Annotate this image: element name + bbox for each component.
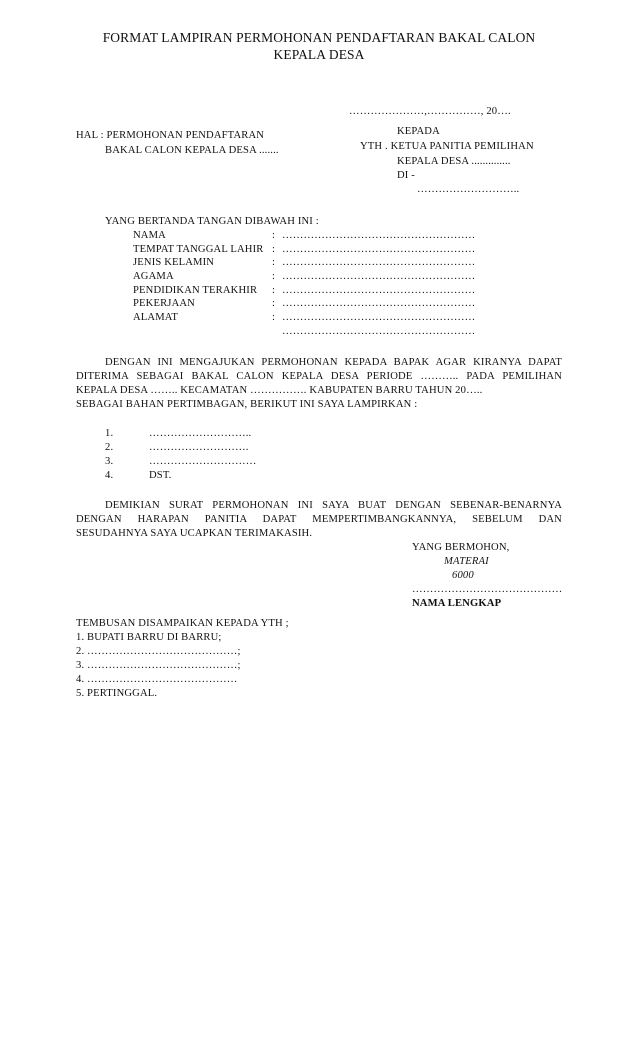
hal-subject-line2: BAKAL CALON KEPALA DESA .......	[105, 145, 279, 156]
date-line: …………………,……………, 20….	[349, 106, 511, 117]
field-value: ………………………………………………	[282, 285, 476, 296]
attachment-text: …………………………	[149, 456, 257, 467]
tembusan-item: 1. BUPATI BARRU DI BARRU;	[76, 632, 222, 643]
signature-materai: MATERAI	[444, 556, 489, 567]
intro-statement: YANG BERTANDA TANGAN DIBAWAH INI :	[105, 216, 319, 227]
tembusan-item: 3. ……………………………………;	[76, 660, 241, 671]
field-value: ………………………………………………	[282, 271, 476, 282]
recipient-di: DI -	[397, 170, 415, 181]
signature-line: ……………………………………	[412, 584, 563, 595]
signature-materai-value: 6000	[452, 570, 474, 581]
field-value: ………………………………………………	[282, 298, 476, 309]
attachment-text: ………………………..	[149, 428, 252, 439]
recipient-place: ………………………..	[417, 184, 520, 195]
field-value: ………………………………………………	[282, 230, 476, 241]
attachment-number: 1.	[105, 428, 114, 439]
field-separator: :	[272, 312, 276, 323]
attachment-number: 4.	[105, 470, 114, 481]
paragraph1-line1: DENGAN INI MENGAJUKAN PERMOHONAN KEPADA BAPAK AGAR KIRANYA DAPAT	[105, 357, 562, 368]
field-label: JENIS KELAMIN	[133, 257, 215, 268]
field-label: NAMA	[133, 230, 166, 241]
field-value: ………………………………………………	[282, 244, 476, 255]
field-label: AGAMA	[133, 271, 174, 282]
tembusan-item: 5. PERTINGGAL.	[76, 688, 158, 699]
field-label: PEKERJAAN	[133, 298, 195, 309]
paragraph2-line3: SESUDAHNYA SAYA UCAPKAN TERIMAKASIH.	[76, 528, 313, 539]
field-separator: :	[272, 230, 276, 241]
hal-subject: HAL : PERMOHONAN PENDAFTARAN	[76, 130, 265, 141]
recipient-yth: YTH . KETUA PANITIA PEMILIHAN	[360, 141, 534, 152]
field-separator: :	[272, 257, 276, 268]
field-value: ………………………………………………	[282, 257, 476, 268]
field-separator: :	[272, 298, 276, 309]
tembusan-item: 4. ……………………………………	[76, 674, 238, 685]
paragraph1-line2: DITERIMA SEBAGAI BAKAL CALON KEPALA DESA PERIODE ……….. PADA PEMILIHAN	[76, 371, 562, 382]
signature-full-name: NAMA LENGKAP	[412, 598, 502, 609]
field-separator: :	[272, 244, 276, 255]
field-separator: :	[272, 285, 276, 296]
field-separator: :	[272, 271, 276, 282]
attachment-text: ……………………….	[149, 442, 249, 453]
paragraph2-line1: DEMIKIAN SURAT PERMOHONAN INI SAYA BUAT DENGAN SEBENAR-BENARNYA	[105, 500, 562, 511]
tembusan-item: 2. ……………………………………;	[76, 646, 241, 657]
document-title-line2: KEPALA DESA	[273, 47, 365, 62]
tembusan-header: TEMBUSAN DISAMPAIKAN KEPADA YTH ;	[76, 618, 289, 629]
paragraph1-line3: KEPALA DESA …….. KECAMATAN ……………. KABUPATEN BARRU TAHUN 20…..	[76, 385, 483, 396]
recipient-kepada: KEPADA	[397, 126, 440, 137]
paragraph2-line2: DENGAN HARAPAN PANITIA DAPAT MEMPERTIMBANGKANNYA, SEBELUM DAN	[76, 514, 562, 525]
attachment-text: DST.	[149, 470, 172, 481]
attachment-number: 2.	[105, 442, 114, 453]
recipient-kepala-desa: KEPALA DESA ..............	[397, 156, 511, 167]
paragraph1-line4: SEBAGAI BAHAN PERTIMBAGAN, BERIKUT INI SAYA LAMPIRKAN :	[76, 399, 418, 410]
field-label: TEMPAT TANGGAL LAHIR	[133, 244, 264, 255]
attachment-number: 3.	[105, 456, 114, 467]
field-value-address-continued: ………………………………………………	[282, 326, 476, 337]
field-value: ………………………………………………	[282, 312, 476, 323]
field-label: PENDIDIKAN TERAKHIR	[133, 285, 258, 296]
document-title-line1: FORMAT LAMPIRAN PERMOHONAN PENDAFTARAN BAKAL CALON	[102, 30, 536, 45]
field-label: ALAMAT	[133, 312, 179, 323]
signature-yang-bermohon: YANG BERMOHON,	[412, 542, 510, 553]
